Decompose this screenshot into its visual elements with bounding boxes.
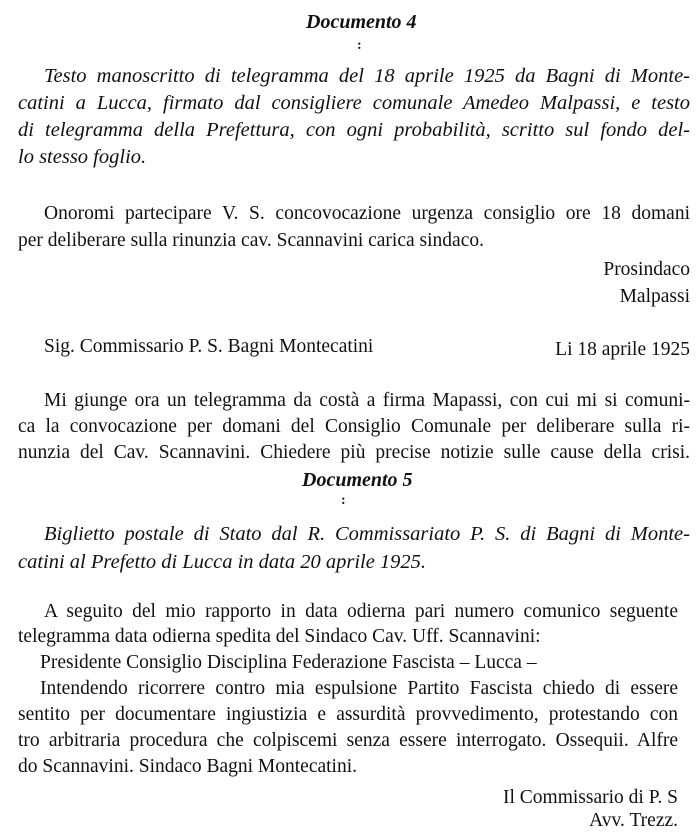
doc5-body-line: sentito per documentare ingiustizia e assurdità provvedimento, protestando con xyxy=(18,704,678,725)
doc4-signature-name: Malpassi xyxy=(619,286,690,307)
doc5-signature-title: Il Commissario di P. S xyxy=(503,787,678,808)
doc4-reply-line: nunzia del Cav. Scannavini. Chiedere più precise notizie sulle cause della crisi. xyxy=(18,442,690,463)
doc4-heading-colon: : xyxy=(357,38,362,53)
doc4-date: Li 18 aprile 1925 xyxy=(555,339,690,360)
doc4-description-line: catini a Lucca, firmato dal consigliere comunale Amedeo Malpassi, e testo xyxy=(18,92,690,114)
doc5-signature-name: Avv. Trezz. xyxy=(589,810,678,831)
doc5-body-line: A seguito del mio rapporto in data odierna pari numero comunico seguente xyxy=(44,601,678,622)
doc4-description-line: lo stesso foglio. xyxy=(18,146,147,168)
doc5-body-line: tro arbitraria procedura che colpiscemi senza essere interrogato. Ossequii. Alfre xyxy=(18,730,678,751)
doc4-description-line: Testo manoscritto di telegramma del 18 aprile 1925 da Bagni di Monte- xyxy=(44,65,690,87)
doc4-reply-line: Mi giunge ora un telegramma da costà a firma Mapassi, con cui mi si comuni- xyxy=(44,390,690,411)
doc5-heading: Documento 5 xyxy=(302,469,413,491)
doc4-telegram-line: Onoromi partecipare V. S. concovocazione urgenza consiglio ore 18 domani xyxy=(44,203,690,224)
doc5-heading-colon: : xyxy=(341,493,346,508)
doc5-description-line: Biglietto postale di Stato dal R. Commissariato P. S. di Bagni di Monte- xyxy=(44,523,690,545)
doc4-description-line: di telegramma della Prefettura, con ogni probabilità, scritto sul fondo del- xyxy=(18,119,690,141)
doc5-description-line: catini al Prefetto di Lucca in data 20 aprile 1925. xyxy=(18,551,427,573)
doc4-reply-line: ca la convocazione per domani del Consiglio Comunale per deliberare sulla ri- xyxy=(18,416,690,437)
doc5-body-line: Intendendo ricorrere contro mia espulsione Partito Fascista chiedo di essere xyxy=(40,678,678,699)
doc5-body-line: Presidente Consiglio Disciplina Federazione Fascista – Lucca – xyxy=(40,652,537,673)
doc4-heading: Documento 4 xyxy=(306,11,417,33)
doc4-signature-title: Prosindaco xyxy=(603,259,690,280)
doc5-body-line: do Scannavini. Sindaco Bagni Montecatini. xyxy=(18,756,358,777)
doc5-body-line: telegramma data odierna spedita del Sindaco Cav. Uff. Scannavini: xyxy=(18,626,541,647)
doc4-telegram-line: per deliberare sulla rinunzia cav. Scannavini carica sindaco. xyxy=(18,230,484,251)
doc4-recipient: Sig. Commissario P. S. Bagni Montecatini xyxy=(44,336,374,357)
